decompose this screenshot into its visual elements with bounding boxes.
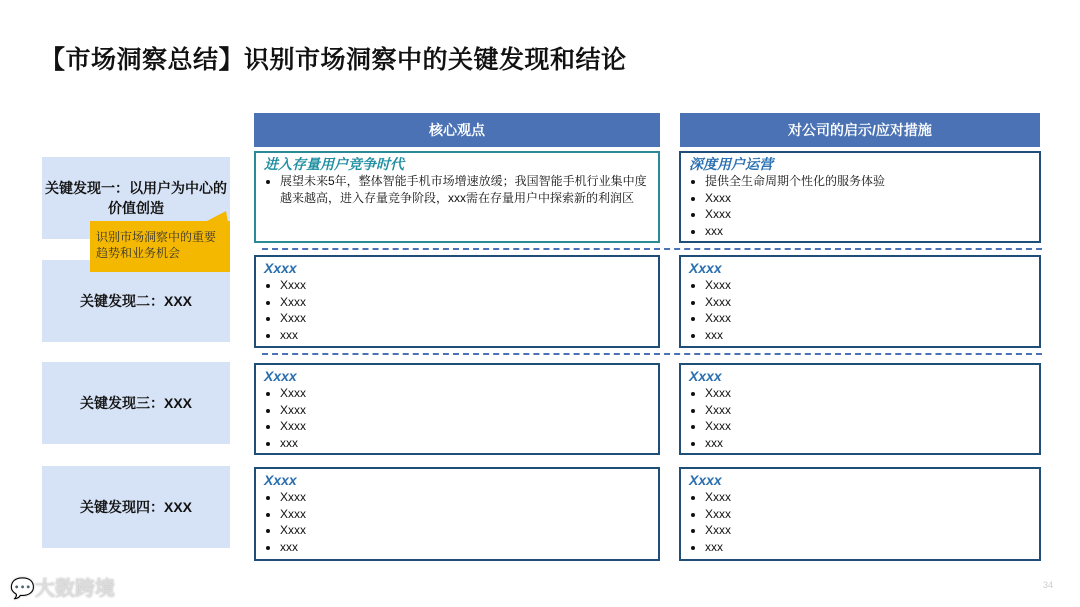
bullet-item: • Xxxx <box>705 206 1031 223</box>
bullet-item: • Xxxx <box>280 294 650 311</box>
bullet-item: • Xxxx <box>705 294 1031 311</box>
finding-label: 关键发现二：XXX <box>42 260 230 342</box>
bullet-item: • xxx <box>280 327 650 344</box>
header-core-views: 核心观点 <box>254 113 660 147</box>
box-heading: Xxxx <box>264 260 297 276</box>
bullet-item: • Xxxx <box>705 489 1031 506</box>
box-heading: Xxxx <box>689 472 722 488</box>
box-heading: 深度用户运营 <box>689 156 773 172</box>
box-heading: Xxxx <box>689 260 722 276</box>
box-heading: Xxxx <box>264 472 297 488</box>
bullet-item: • Xxxx <box>705 190 1031 207</box>
bullet-item: • 展望未来5年，整体智能手机市场增速放缓；我国智能手机行业集中度越来越高，进入存量竞争阶段，xxx需在存量用户中探索新的利润区 <box>280 173 650 206</box>
bullet-item: • xxx <box>280 539 650 556</box>
page-number: 34 <box>1043 580 1054 590</box>
bullet-item: • Xxxx <box>280 385 650 402</box>
bullet-item: • xxx <box>705 435 1031 452</box>
bullet-item: • Xxxx <box>280 310 650 327</box>
box-heading: Xxxx <box>689 368 722 384</box>
watermark-logo: 💬大数跨境 <box>10 578 115 600</box>
box-heading: 进入存量用户竞争时代 <box>264 156 404 172</box>
header-implications: 对公司的启示/应对措施 <box>680 113 1040 147</box>
bullet-item: • Xxxx <box>280 418 650 435</box>
bullet-item: • Xxxx <box>705 402 1031 419</box>
bullet-item: • xxx <box>705 327 1031 344</box>
finding-label: 关键发现四：XXX <box>42 466 230 548</box>
bullet-item: • xxx <box>705 539 1031 556</box>
box-heading: Xxxx <box>264 368 297 384</box>
bullet-item: • xxx <box>705 223 1031 240</box>
callout-note: 识别市场洞察中的重要趋势和业务机会 <box>90 221 230 272</box>
bullet-item: • Xxxx <box>280 402 650 419</box>
bullet-item: • Xxxx <box>705 277 1031 294</box>
bullet-item: • Xxxx <box>280 506 650 523</box>
bullet-item: • Xxxx <box>280 277 650 294</box>
bullet-item: • Xxxx <box>705 506 1031 523</box>
bullet-item: • Xxxx <box>705 522 1031 539</box>
finding-label: 关键发现三：XXX <box>42 362 230 444</box>
bullet-item: • 提供全生命周期个性化的服务体验 <box>705 173 1031 190</box>
bullet-item: • Xxxx <box>280 489 650 506</box>
bullet-item: • Xxxx <box>705 418 1031 435</box>
bullet-item: • Xxxx <box>705 385 1031 402</box>
page-title: 【市场洞察总结】识别市场洞察中的关键发现和结论 <box>40 46 627 74</box>
finding-label: 关键发现一：以用户为中心的价值创造 <box>42 157 230 239</box>
bullet-item: • xxx <box>280 435 650 452</box>
bullet-item: • Xxxx <box>280 522 650 539</box>
bullet-item: • Xxxx <box>705 310 1031 327</box>
